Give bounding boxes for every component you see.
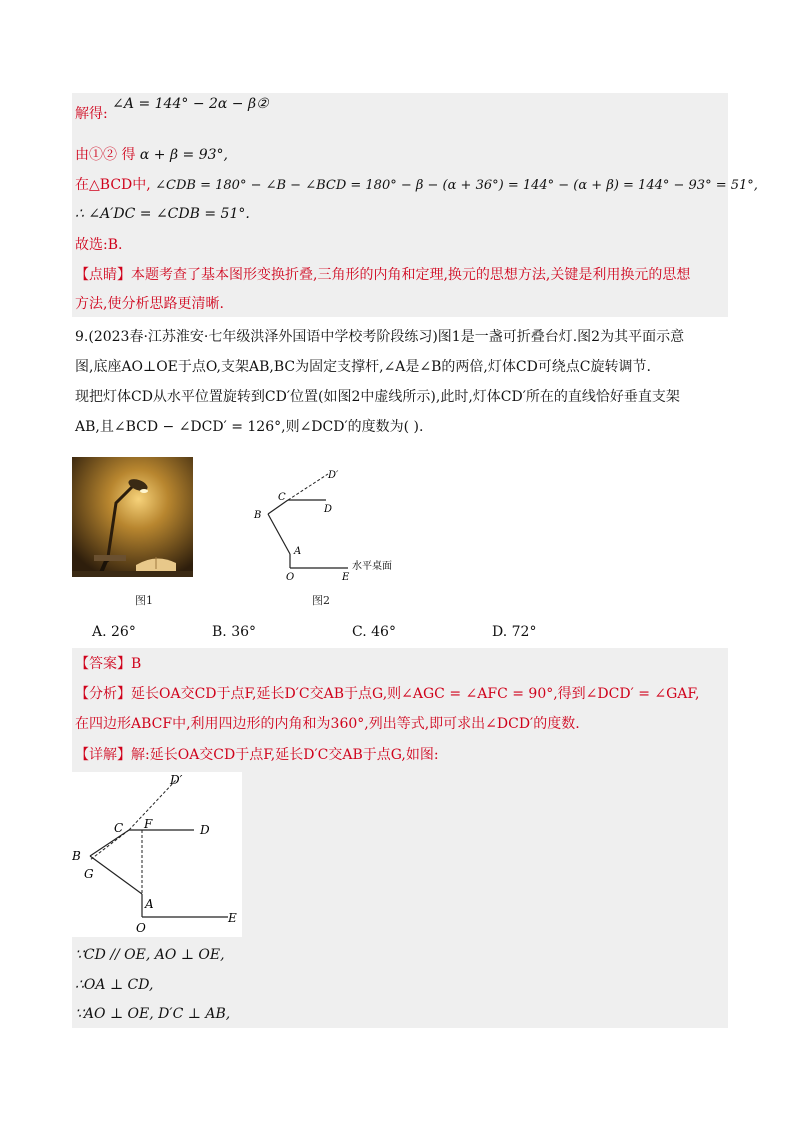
fig2-label-table: 水平桌面 (352, 561, 392, 572)
option-a-value: 26° (111, 624, 136, 640)
solve-equation-1: ∠A = 144° − 2α − β② (112, 96, 269, 112)
analysis-line-2: 在四边形ABCF中,利用四边形的内角和为360°,列出等式,即可求出∠DCD′的度数. (75, 716, 580, 732)
fig2-label-d: D (324, 504, 333, 515)
fig2-label-d-prime: D′ (328, 470, 339, 481)
lamp-photo (72, 457, 193, 577)
option-a-letter: A. (92, 624, 107, 640)
answer-line: 【答案】B (75, 656, 142, 672)
fig3-label-d: D (200, 823, 210, 837)
fig2-label-a: A (294, 546, 302, 557)
solve-equation-4: ∴ ∠A′DC = ∠CDB = 51°. (75, 206, 250, 222)
step-line-2: ∴OA ⊥ CD, (75, 977, 154, 993)
solve-line-2-mid: 得 (121, 147, 136, 163)
solve-equation-2: α + β = 93°, (139, 147, 228, 163)
fig2-label-o: O (286, 572, 295, 583)
fig3-label-d-prime: D′ (170, 773, 183, 787)
fig3-label-f: F (144, 817, 153, 831)
solve-line-1 (75, 96, 269, 124)
question-line-4: AB,且∠BCD − ∠DCD′ = 126°,则∠DCD′的度数为( ). (75, 419, 424, 435)
option-c (352, 624, 396, 640)
option-d-letter: D. (492, 624, 508, 640)
option-b (212, 624, 256, 640)
option-b-value: 36° (231, 624, 257, 640)
fig3-label-b: B (72, 849, 81, 863)
fig2-label-e: E (342, 572, 350, 583)
question-line-3: 现把灯体CD从水平位置旋转到CD′位置(如图2中虚线所示),此时,灯体CD′所在的直线恰好垂直支架 (75, 389, 680, 405)
figure-1-caption: 图1 (135, 594, 153, 607)
option-c-value: 46° (371, 624, 396, 640)
solve-line-3-prefix: 在△BCD中, (75, 177, 151, 193)
lamp-schematic (240, 470, 410, 585)
solve-line-2-prefix: 由①② (75, 147, 117, 163)
solve-line-2 (75, 145, 228, 165)
question-line-2: 图,底座AO⊥OE于点O,支架AB,BC为固定支撑杆,∠A是∠B的两倍,灯体CD可绕点C旋转调节. (75, 359, 651, 375)
fig3-label-o: O (136, 921, 146, 935)
tip-line-2: 方法,使分析思路更清晰. (75, 296, 224, 312)
fig2-label-c: C (278, 492, 286, 503)
fig3-label-c: C (114, 821, 124, 835)
solve-line-3 (75, 175, 758, 196)
detail-line: 【详解】解:延长OA交CD于点F,延长D′C交AB于点G,如图: (75, 747, 439, 763)
tip-line-1: 【点睛】本题考查了基本图形变换折叠,三角形的内角和定理,换元的思想方法,关键是利用换元的思想 (75, 267, 691, 283)
option-c-letter: C. (352, 624, 367, 640)
solve-equation-3: ∠CDB = 180° − ∠B − ∠BCD = 180° − β − (α + 36°) = 144° − (α + β) = 144° − 93° = 51°, (155, 178, 758, 193)
question-line-1: 9.(2023春·江苏淮安·七年级洪泽外国语中学校考阶段练习)图1是一盏可折叠台灯.图2为其平面示意 (75, 329, 685, 345)
figure-2-caption: 图2 (312, 594, 330, 607)
fig3-label-g: G (84, 867, 94, 881)
option-d-value: 72° (511, 624, 537, 640)
option-a (92, 624, 136, 640)
step-line-1: ∵CD // OE, AO ⊥ OE, (75, 947, 225, 963)
option-d (492, 624, 536, 640)
option-b-letter: B. (212, 624, 227, 640)
fig2-label-b: B (254, 510, 262, 521)
fig3-label-e: E (228, 911, 237, 925)
fig3-label-a: A (145, 897, 154, 911)
solve-choice: 故选:B. (75, 237, 123, 253)
step-line-3: ∵AO ⊥ OE, D′C ⊥ AB, (75, 1006, 231, 1022)
analysis-line-1: 【分析】延长OA交CD于点F,延长D′C交AB于点G,则∠AGC = ∠AFC = 90°,得到∠DCD′ = ∠GAF, (75, 686, 700, 702)
solution-diagram (72, 772, 242, 937)
solve-label: 解得: (75, 106, 108, 122)
